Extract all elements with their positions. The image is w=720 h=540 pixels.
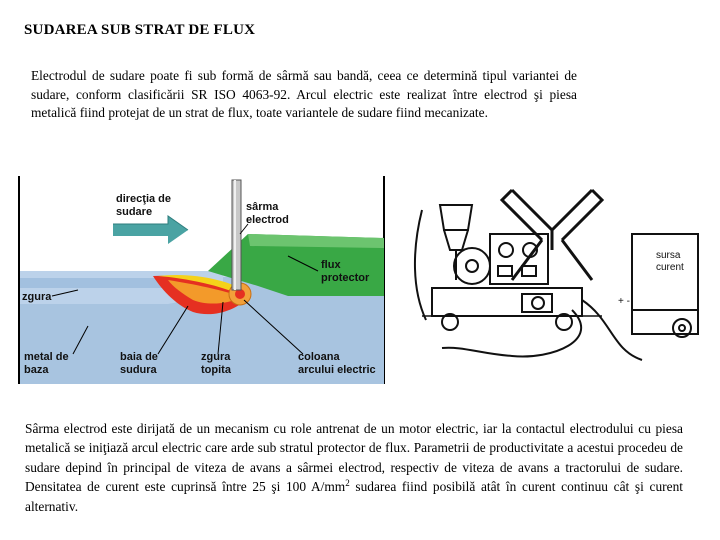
welding-process-diagram: [18, 176, 386, 384]
label-wire-2: electrod: [246, 214, 289, 226]
label-base-2: baza: [24, 364, 49, 376]
page-title: SUDAREA SUB STRAT DE FLUX: [24, 22, 256, 38]
label-base-1: metal de: [24, 351, 69, 363]
label-flux-2: protector: [321, 272, 370, 284]
label-arc-2: arcului electric: [298, 364, 376, 376]
body-text-end: sudarea fiind posibilă atât în curent continuu cât şi curent alternativ.: [25, 479, 683, 514]
label-slag: zgura: [22, 291, 52, 303]
label-direction-1: direcţia de: [116, 193, 172, 205]
body-paragraph: [25, 419, 683, 516]
welding-tractor-drawing: [402, 170, 702, 382]
label-molten-slag-2: topita: [201, 364, 231, 376]
label-polarity: + -: [618, 296, 630, 307]
label-source-1: sursa: [656, 250, 681, 261]
body-text-main: Sârma electrod este dirijată de un mecanism cu role antrenat de un motor electric, iar la contactul electrodului cu piesa metalică se iniţiază arcul electric care arde sub stratul protector de flux. Parametrii de productivitate a acestui procedeu de sudare depind în principal de viteza de avans a sârmei electrod, respectiv de viteza de avans a tractorului de sudare. Densitatea de curent este cuprinsă între 25 şi 100 A/mm: [25, 421, 683, 495]
label-direction-2: sudare: [116, 206, 153, 218]
label-molten-slag-1: zgura: [201, 351, 231, 363]
label-pool-2: sudura: [120, 364, 157, 376]
label-wire-1: sârma: [246, 201, 279, 213]
label-arc-1: coloana: [298, 351, 340, 363]
label-flux-1: flux: [321, 259, 341, 271]
intro-paragraph: Electrodul de sudare poate fi sub formă de sârmă sau bandă, ceea ce determină tipul variantei de sudare, conform clasificării SR ISO 4063-92. Arcul electric este realizat între electrod şi piesa metalică fiind protejat de un strat de flux, toate variantele de sudare fiind mecanizate.: [31, 68, 577, 120]
label-source-2: curent: [656, 262, 684, 273]
label-pool-1: baia de: [120, 351, 158, 363]
body-superscript: 2: [345, 478, 350, 489]
electrode-wire: [232, 180, 241, 290]
